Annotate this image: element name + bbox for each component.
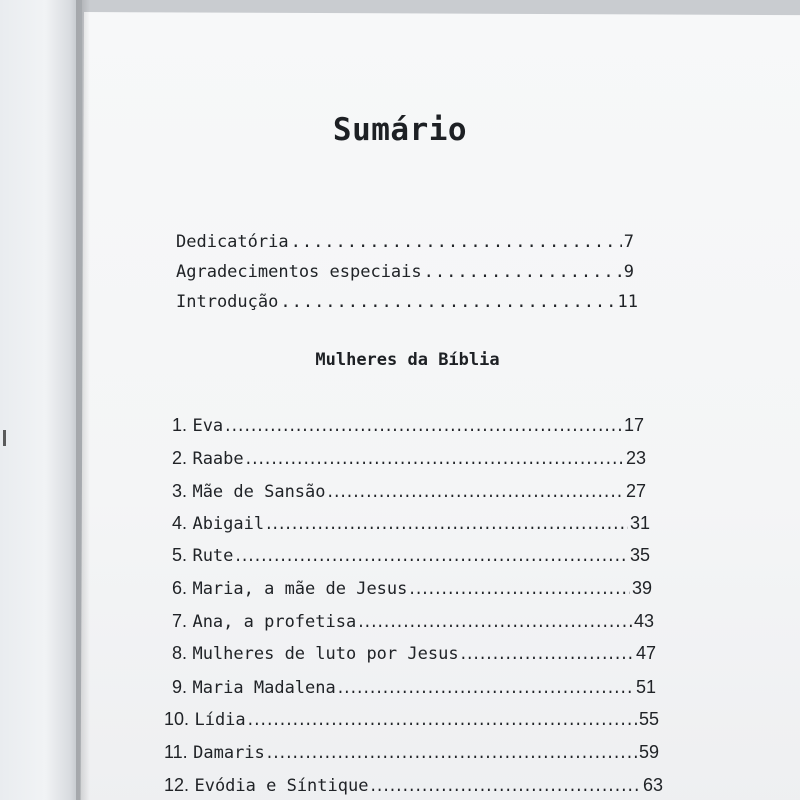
dot-leader [235, 544, 628, 566]
toc-entry-label: Rute [192, 546, 234, 566]
toc-entry-label: Mãe de Sansão [192, 482, 326, 502]
dot-leader [248, 708, 637, 730]
toc-page-number: 9 [623, 262, 634, 282]
toc-entry-number: 3. [172, 481, 188, 501]
toc-entry-label: Raabe [192, 449, 244, 469]
toc-entry-label: Eva [192, 416, 224, 436]
dot-leader [267, 741, 637, 763]
toc-entry-number: 5. [172, 545, 188, 565]
dot-leader [246, 447, 624, 469]
toc-entry-number: 8. [172, 643, 188, 663]
toc-page-number: 23 [625, 448, 646, 468]
toc-row [172, 544, 650, 566]
toc-entry-number: 7. [172, 611, 188, 631]
dot-leader [461, 642, 634, 664]
section-heading: Mulheres da Bíblia [315, 350, 500, 370]
toc-entry-number: 12. [164, 775, 190, 795]
toc-page-number: 17 [623, 415, 644, 435]
toc-entry-label: Evódia e Síntique [194, 776, 369, 796]
toc-row [176, 262, 634, 282]
toc-entry-label: Introdução [176, 292, 279, 312]
toc-entry-label: Damaris [193, 743, 265, 763]
toc-entry-number: 2. [172, 448, 188, 468]
toc-row [164, 774, 663, 796]
toc-entry-number: 10. [164, 709, 190, 729]
dot-leader [370, 774, 641, 796]
toc-page-number: 27 [625, 481, 646, 501]
toc-row [172, 414, 644, 436]
dot-leader [338, 676, 634, 698]
toc-page-number: 35 [629, 545, 650, 565]
dot-leader [280, 292, 615, 312]
toc-page-number: 51 [635, 677, 656, 697]
toc-row [176, 232, 634, 252]
toc-row [172, 480, 646, 502]
toc-page-number: 59 [638, 742, 659, 762]
toc-entry-label: Mulheres de luto por Jesus [192, 644, 459, 664]
dot-leader [225, 414, 622, 436]
toc-entry-number: 9. [172, 677, 188, 697]
toc-entry-label: Maria, a mãe de Jesus [192, 579, 408, 599]
toc-page-number: 43 [633, 611, 654, 631]
toc-row [172, 642, 656, 664]
toc-row [172, 447, 646, 469]
toc-entry-label: Lídia [194, 710, 246, 730]
dot-leader [291, 232, 622, 252]
toc-row [172, 512, 650, 534]
toc-row [164, 708, 659, 730]
toc-page-number: 63 [642, 775, 663, 795]
toc-page-number: 31 [629, 513, 650, 533]
toc-entry-label: Maria Madalena [192, 678, 336, 698]
dot-leader [424, 262, 622, 282]
toc-row [176, 292, 638, 312]
toc-entry-number: 1. [172, 415, 188, 435]
dot-leader [358, 610, 632, 632]
toc-page-number: 47 [635, 643, 656, 663]
dot-leader [409, 577, 630, 599]
toc-page-number: 55 [638, 709, 659, 729]
toc-entry-number: 4. [172, 513, 188, 533]
dot-leader [266, 512, 628, 534]
toc-entry-number: 6. [172, 578, 188, 598]
toc-row [164, 741, 659, 763]
toc-entry-number: 11. [164, 742, 188, 762]
toc-row [172, 577, 652, 599]
toc-page-number: 11 [617, 292, 638, 312]
toc-row [172, 610, 654, 632]
left-page-text-fragment [3, 430, 6, 446]
toc-page-number: 39 [631, 578, 652, 598]
toc-entry-label: Agradecimentos especiais [176, 262, 422, 282]
toc-entry-label: Ana, a profetisa [192, 612, 357, 632]
page-title: Sumário [332, 112, 468, 148]
toc-entry-label: Dedicatória [176, 232, 289, 252]
dot-leader [328, 480, 624, 502]
toc-page-number: 7 [623, 232, 634, 252]
toc-row [172, 676, 656, 698]
toc-entry-label: Abigail [192, 514, 265, 534]
